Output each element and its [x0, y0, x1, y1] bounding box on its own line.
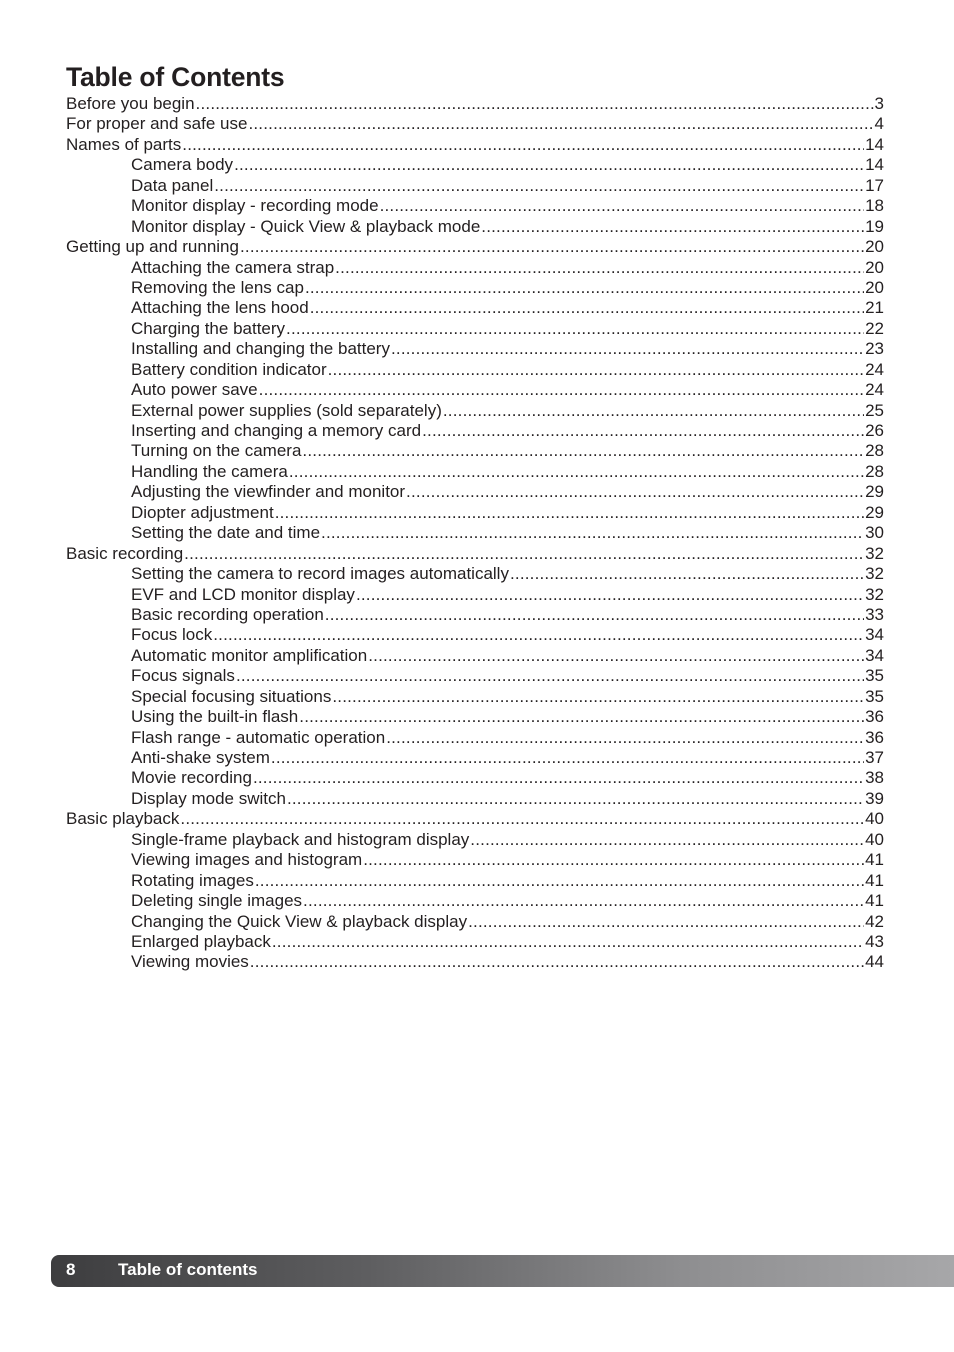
toc-subsection-entry[interactable]	[66, 748, 884, 768]
toc-list	[66, 94, 884, 973]
toc-entry-page-number: 36	[865, 707, 884, 727]
toc-entry-page-number: 35	[865, 666, 884, 686]
toc-entry-label: Viewing images and histogram	[131, 850, 363, 870]
toc-dot-leader	[213, 625, 864, 645]
toc-dot-leader	[289, 462, 864, 482]
toc-subsection-entry[interactable]	[66, 687, 884, 707]
toc-subsection-entry[interactable]	[66, 441, 884, 461]
toc-dot-leader	[310, 298, 864, 318]
toc-dot-leader	[325, 605, 864, 625]
toc-subsection-entry[interactable]	[66, 707, 884, 727]
toc-dot-leader	[335, 258, 864, 278]
toc-dot-leader	[422, 421, 864, 441]
toc-entry-page-number: 4	[874, 114, 884, 134]
toc-entry-label: Using the built-in flash	[131, 707, 299, 727]
toc-entry-page-number: 28	[865, 461, 884, 481]
toc-dot-leader	[255, 871, 864, 891]
toc-entry-page-number: 23	[865, 339, 884, 359]
toc-subsection-entry[interactable]	[66, 401, 884, 421]
toc-dot-leader	[275, 503, 864, 523]
toc-subsection-entry[interactable]	[66, 319, 884, 339]
toc-entry-label: Display mode switch	[131, 788, 286, 808]
toc-section-entry[interactable]	[66, 94, 884, 114]
toc-section-entry[interactable]	[66, 809, 884, 829]
toc-dot-leader	[391, 339, 864, 359]
toc-entry-page-number: 39	[865, 788, 884, 808]
toc-entry-page-number: 42	[865, 911, 884, 931]
toc-subsection-entry[interactable]	[66, 891, 884, 911]
toc-dot-leader	[253, 768, 864, 788]
toc-entry-page-number: 14	[865, 155, 884, 175]
toc-entry-label: Removing the lens cap	[131, 277, 304, 297]
toc-subsection-entry[interactable]	[66, 605, 884, 625]
toc-entry-page-number: 41	[865, 870, 884, 890]
footer-page-number: 8	[66, 1260, 76, 1279]
toc-entry-label: Getting up and running	[66, 237, 239, 257]
toc-entry-label: Focus lock	[131, 625, 213, 645]
toc-dot-leader	[321, 523, 864, 543]
toc-entry-page-number: 14	[865, 134, 884, 154]
toc-subsection-entry[interactable]	[66, 646, 884, 666]
toc-entry-label: Auto power save	[131, 380, 258, 400]
toc-entry-page-number: 40	[865, 809, 884, 829]
toc-entry-label: Camera body	[131, 155, 234, 175]
toc-entry-page-number: 30	[865, 523, 884, 543]
toc-entry-label: Changing the Quick View & playback display	[131, 911, 468, 931]
toc-entry-label: Deleting single images	[131, 891, 303, 911]
footer-section-title: Table of contents	[118, 1260, 258, 1279]
toc-entry-label: Single-frame playback and histogram display	[131, 829, 470, 849]
toc-dot-leader	[287, 789, 864, 809]
toc-dot-leader	[271, 748, 864, 768]
toc-entry-label: Turning on the camera	[131, 441, 302, 461]
toc-entry-page-number: 44	[865, 952, 884, 972]
toc-entry-page-number: 24	[865, 359, 884, 379]
toc-entry-page-number: 3	[874, 94, 884, 113]
toc-dot-leader	[303, 891, 864, 911]
toc-entry-label: Anti-shake system	[131, 748, 270, 767]
toc-entry-label: Automatic monitor amplification	[131, 645, 368, 665]
toc-dot-leader	[510, 564, 864, 584]
toc-dot-leader	[286, 319, 864, 339]
toc-subsection-entry[interactable]	[66, 217, 884, 237]
toc-dot-leader	[332, 687, 864, 707]
toc-subsection-entry[interactable]	[66, 278, 884, 298]
toc-dot-leader	[299, 707, 864, 727]
toc-entry-label: Handling the camera	[131, 461, 288, 481]
toc-dot-leader	[470, 830, 864, 850]
toc-subsection-entry[interactable]	[66, 360, 884, 380]
toc-entry-page-number: 40	[865, 829, 884, 849]
toc-subsection-entry[interactable]	[66, 625, 884, 645]
toc-entry-page-number: 33	[865, 604, 884, 624]
toc-dot-leader	[302, 441, 864, 461]
toc-dot-leader	[368, 646, 864, 666]
toc-entry-page-number: 20	[865, 257, 884, 277]
toc-entry-page-number: 25	[865, 400, 884, 420]
toc-dot-leader	[240, 237, 864, 257]
toc-entry-label: Focus signals	[131, 666, 235, 686]
toc-subsection-entry[interactable]	[66, 952, 884, 972]
toc-subsection-entry[interactable]	[66, 462, 884, 482]
toc-entry-label: Installing and changing the battery	[131, 339, 390, 359]
toc-dot-leader	[250, 952, 864, 972]
toc-dot-leader	[406, 482, 864, 502]
toc-subsection-entry[interactable]	[66, 176, 884, 196]
toc-entry-page-number: 36	[865, 727, 884, 747]
toc-subsection-entry[interactable]	[66, 850, 884, 870]
toc-dot-leader	[305, 278, 864, 298]
toc-entry-page-number: 20	[865, 237, 884, 257]
toc-entry-label: Setting the camera to record images automatically	[131, 564, 509, 584]
toc-entry-label: Adjusting the viewfinder and monitor	[131, 482, 406, 502]
toc-subsection-entry[interactable]	[66, 155, 884, 175]
toc-dot-leader	[328, 360, 864, 380]
toc-entry-page-number: 43	[865, 931, 884, 951]
toc-entry-page-number: 32	[865, 584, 884, 604]
toc-entry-page-number: 41	[865, 891, 884, 911]
toc-entry-page-number: 20	[865, 277, 884, 297]
toc-subsection-entry[interactable]	[66, 298, 884, 318]
toc-entry-label: External power supplies (sold separately)	[131, 400, 442, 420]
toc-dot-leader	[443, 401, 864, 421]
toc-subsection-entry[interactable]	[66, 196, 884, 216]
toc-entry-page-number: 28	[865, 441, 884, 461]
toc-dot-leader	[481, 217, 864, 237]
toc-entry-page-number: 29	[865, 502, 884, 522]
toc-entry-page-number: 26	[865, 421, 884, 440]
toc-dot-leader	[214, 176, 864, 196]
toc-entry-page-number: 38	[865, 768, 884, 788]
toc-entry-label: Diopter adjustment	[131, 502, 274, 522]
toc-entry-page-number: 34	[865, 625, 884, 645]
toc-entry-label: Attaching the camera strap	[131, 257, 335, 277]
toc-entry-label: Special focusing situations	[131, 686, 332, 706]
toc-entry-label: For proper and safe use	[66, 114, 248, 134]
toc-section-entry[interactable]	[66, 135, 884, 155]
toc-entry-label: Setting the date and time	[131, 523, 321, 543]
toc-subsection-entry[interactable]	[66, 482, 884, 502]
toc-dot-leader	[248, 114, 873, 134]
toc-entry-label: Rotating images	[131, 870, 254, 890]
toc-subsection-entry[interactable]	[66, 728, 884, 748]
toc-dot-leader	[259, 380, 864, 400]
toc-entry-label: Charging the battery	[131, 318, 286, 338]
toc-subsection-entry[interactable]	[66, 585, 884, 605]
toc-entry-label: Monitor display - Quick View & playback mode	[131, 216, 481, 236]
toc-subsection-entry[interactable]	[66, 339, 884, 359]
toc-dot-leader	[236, 666, 864, 686]
toc-subsection-entry[interactable]	[66, 503, 884, 523]
toc-subsection-entry[interactable]	[66, 666, 884, 686]
page-title: Table of Contents	[66, 62, 285, 92]
toc-entry-page-number: 21	[865, 298, 884, 318]
toc-entry-page-number: 19	[865, 216, 884, 236]
toc-section-entry[interactable]	[66, 544, 884, 564]
toc-dot-leader	[182, 135, 864, 155]
toc-subsection-entry[interactable]	[66, 789, 884, 809]
toc-dot-leader	[180, 809, 864, 829]
toc-subsection-entry[interactable]	[66, 564, 884, 584]
toc-dot-leader	[356, 585, 864, 605]
toc-dot-leader	[386, 728, 864, 748]
toc-entry-label: Viewing movies	[131, 952, 249, 972]
toc-dot-leader	[234, 155, 864, 175]
toc-entry-label: Basic recording operation	[131, 604, 324, 624]
toc-entry-page-number: 24	[865, 380, 884, 400]
toc-dot-leader	[196, 94, 874, 114]
toc-entry-page-number: 22	[865, 318, 884, 338]
toc-subsection-entry[interactable]	[66, 768, 884, 788]
toc-entry-label: Monitor display - recording mode	[131, 196, 379, 216]
toc-entry-label: Inserting and changing a memory card	[131, 421, 422, 440]
toc-entry-page-number: 17	[865, 175, 884, 195]
toc-dot-leader	[184, 544, 864, 564]
toc-entry-label: Flash range - automatic operation	[131, 727, 386, 747]
toc-subsection-entry[interactable]	[66, 871, 884, 891]
toc-entry-label: Basic playback	[66, 809, 180, 829]
toc-entry-label: Battery condition indicator	[131, 359, 327, 379]
toc-entry-label: Data panel	[131, 175, 214, 195]
footer-bar	[51, 1255, 954, 1287]
toc-subsection-entry[interactable]	[66, 380, 884, 400]
toc-entry-page-number: 35	[865, 686, 884, 706]
toc-dot-leader	[363, 850, 864, 870]
toc-dot-leader	[272, 932, 864, 952]
toc-entry-page-number: 37	[865, 748, 884, 767]
toc-subsection-entry[interactable]	[66, 932, 884, 952]
toc-section-entry[interactable]	[66, 237, 884, 257]
toc-subsection-entry[interactable]	[66, 912, 884, 932]
toc-subsection-entry[interactable]	[66, 523, 884, 543]
toc-entry-label: Attaching the lens hood	[131, 298, 309, 318]
toc-subsection-entry[interactable]	[66, 830, 884, 850]
toc-entry-label: Movie recording	[131, 768, 252, 788]
toc-entry-label: Before you begin	[66, 94, 195, 113]
toc-entry-label: Enlarged playback	[131, 931, 271, 951]
toc-dot-leader	[380, 196, 865, 216]
toc-entry-page-number: 29	[865, 482, 884, 502]
toc-entry-page-number: 34	[865, 645, 884, 665]
toc-entry-label: Basic recording	[66, 543, 184, 563]
toc-subsection-entry[interactable]	[66, 421, 884, 441]
toc-entry-label: EVF and LCD monitor display	[131, 584, 355, 604]
toc-dot-leader	[468, 912, 864, 932]
toc-entry-label: Names of parts	[66, 134, 182, 154]
toc-entry-page-number: 18	[865, 196, 884, 216]
toc-section-entry[interactable]	[66, 114, 884, 134]
toc-subsection-entry[interactable]	[66, 258, 884, 278]
toc-entry-page-number: 32	[865, 564, 884, 584]
toc-entry-page-number: 32	[865, 543, 884, 563]
toc-entry-page-number: 41	[865, 850, 884, 870]
